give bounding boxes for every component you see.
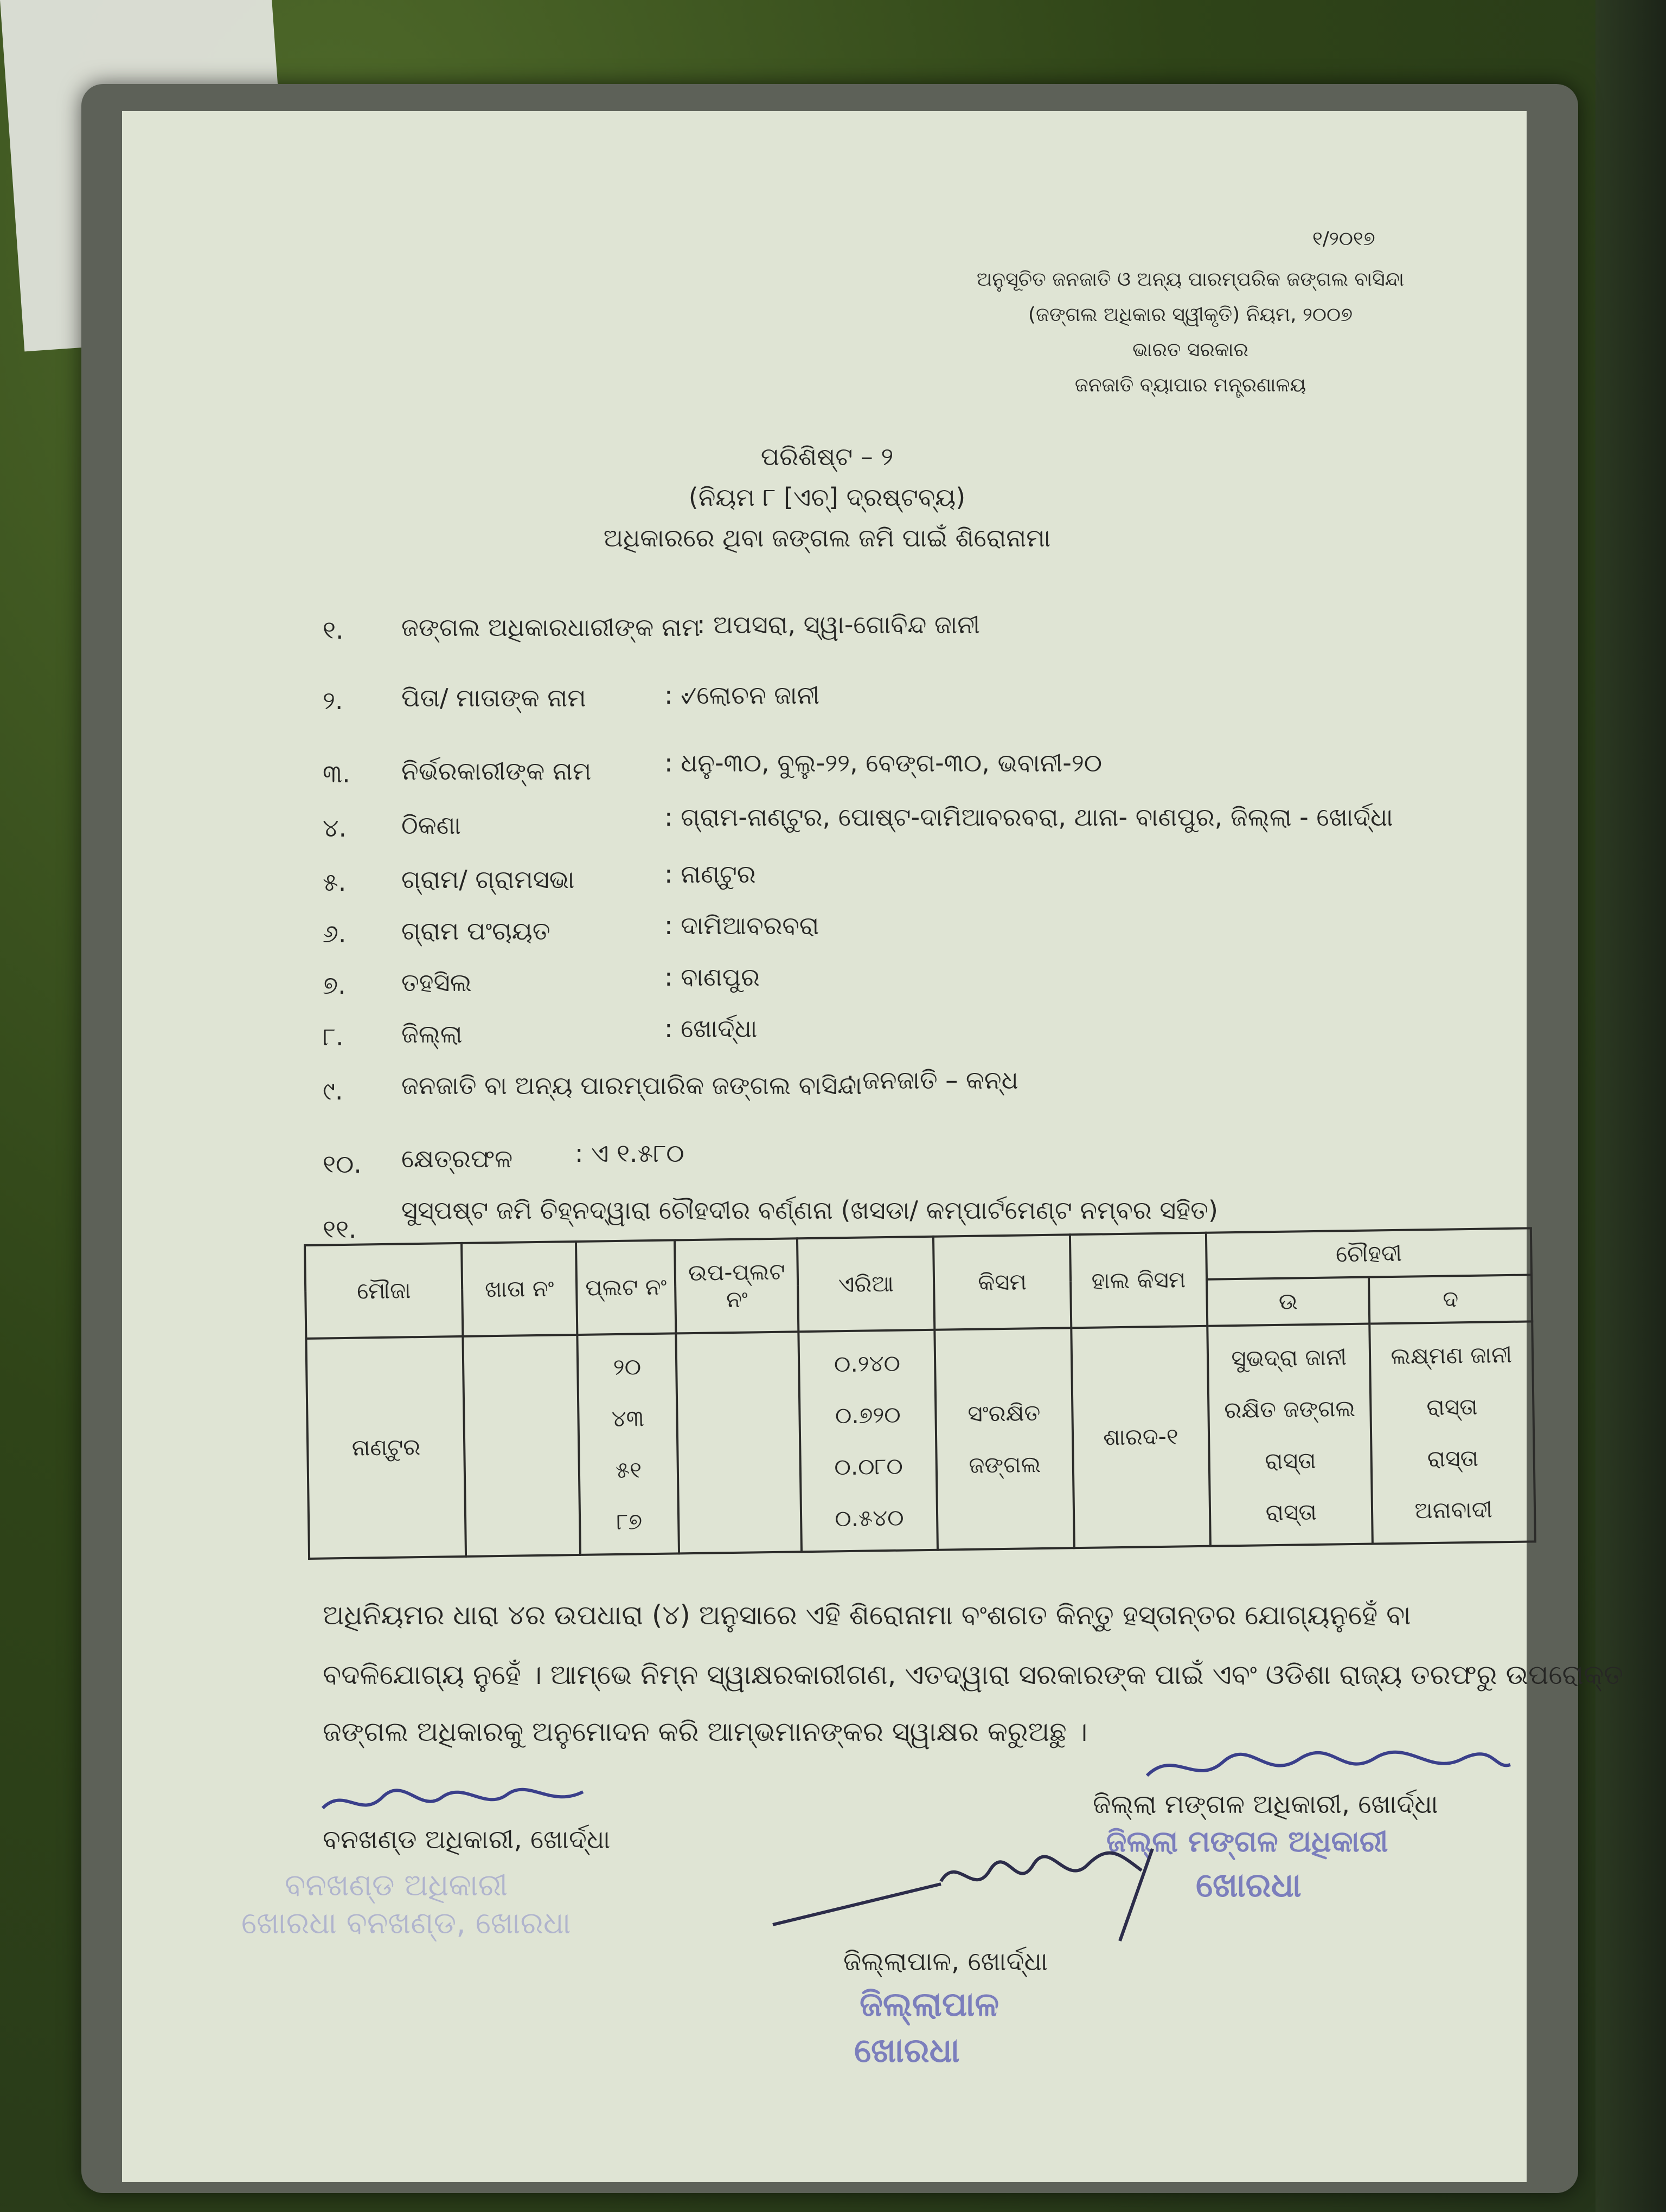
header-line-1: ଅନୁସୂଚିତ ଜନଜାତି ଓ ଅନ୍ୟ ପାରମ୍ପରିକ ଜଙ୍ଗଲ ବାସିନ୍ଦା xyxy=(976,268,1405,291)
area-label: କ୍ଷେତ୍ରଫଳ xyxy=(401,1144,513,1173)
col-d: ଦ xyxy=(1369,1275,1532,1323)
field-value: : ବାଣପୁର xyxy=(664,962,760,992)
welfare-officer-title: ଜିଲ୍ଲା ମଙ୍ଗଳ ଅଧିକାରୀ, ଖୋର୍ଦ୍ଧା xyxy=(1093,1789,1438,1819)
col-kisam: କିସମ xyxy=(933,1234,1071,1329)
cell-khata xyxy=(463,1335,580,1557)
collector-signature xyxy=(762,1832,1207,1952)
field-num: ୬. xyxy=(323,919,347,948)
d-value: ଅନାବାଦୀ xyxy=(1414,1496,1493,1524)
forest-officer-stamp-line-2: ଖୋରଧା ବନଖଣ୍ଡ, ଖୋରଧା xyxy=(241,1906,571,1941)
field-value: : ଧନୁ-୩୦, ବୁଲୁ-୨୨, ବେଙ୍ଗ-୩୦, ଭବାନୀ-୨୦ xyxy=(664,748,1103,777)
table-row xyxy=(306,1321,1535,1559)
area-value-cell: ୦.୫୪୦ xyxy=(834,1504,904,1532)
col-mouza: ମୌଜା xyxy=(305,1243,463,1339)
d-value: ଲକ୍ଷ୍ମଣ ଜାନୀ xyxy=(1391,1341,1513,1370)
field-value: : ଖୋର୍ଦ୍ଧା xyxy=(664,1014,758,1043)
declaration-line-2: ବଦଳିଯୋଗ୍ୟ ନୁହେଁ । ଆମ୍ଭେ ନିମ୍ନ ସ୍ୱାକ୍ଷରକାରୀଗଣ, ଏତଦ୍ୱାରା ସରକାରଙ୍କ ପାଇଁ ଏବଂ ଓଡିଶା ରାଜ୍ୟ ତରଫରୁ ଉପରୋକ୍ତ xyxy=(323,1659,1623,1690)
field-label: ଜିଲ୍ଲା xyxy=(401,1019,463,1049)
kisam-line: ଜଙ୍ଗଲ xyxy=(969,1451,1041,1478)
field-num: ୨. xyxy=(323,686,343,715)
field-label: ଗ୍ରାମ ପଂଚାୟତ xyxy=(401,916,550,946)
header-line-2: (ଜଙ୍ଗଲ ଅଧିକାର ସ୍ୱୀକୃତି) ନିୟମ, ୨୦୦୭ xyxy=(1028,304,1353,326)
plot-value: ୪୩ xyxy=(611,1405,645,1432)
field-value: : ଅପସରା, ସ୍ୱା-ଗୋବିନ୍ଦ ଜାନୀ xyxy=(697,610,980,639)
boundary-label: ସୁସ୍ପଷ୍ଟ ଜମି ଚିହ୍ନଦ୍ୱାରା ଚୌହଦୀର ବର୍ଣ୍ଣନା (ଖସଡା/ କମ୍ପାର୍ଟମେଣ୍ଟ ନମ୍ବର ସହିତ) xyxy=(401,1195,1218,1225)
field-num: ୫. xyxy=(323,867,347,897)
field-label: ଜନଜାତି ବା ଅନ୍ୟ ପାରମ୍ପାରିକ ଜଙ୍ଗଲ ବାସିନ୍ଦା xyxy=(401,1071,862,1100)
cell-mouza: ନାଣ୍ଟୁର xyxy=(306,1336,466,1559)
cell-plots xyxy=(577,1333,679,1555)
title-document xyxy=(122,111,1623,2182)
welfare-officer-signature xyxy=(1136,1743,1516,1792)
forest-officer-stamp-line-1: ବନଖଣ୍ଡ ଅଧିକାରୀ xyxy=(285,1868,508,1903)
plot-value: ୨୦ xyxy=(613,1353,642,1381)
u-value: ରାସ୍ତା xyxy=(1265,1498,1317,1526)
field-num: ୭. xyxy=(323,970,346,1000)
cell-subplot xyxy=(676,1332,802,1553)
header-line-4: ଜନଜାତି ବ୍ୟାପାର ମନ୍ତ୍ରଣାଳୟ xyxy=(1074,374,1306,396)
plot-value: ୮୭ xyxy=(616,1508,643,1535)
area-value: : ଏ ୧.୫୮୦ xyxy=(575,1139,684,1168)
cell-d xyxy=(1370,1321,1535,1544)
land-table xyxy=(304,1227,1536,1560)
u-value: ରାସ୍ତା xyxy=(1265,1446,1316,1475)
col-chouhadi: ଚୌହଦୀ xyxy=(1206,1228,1532,1279)
kisam-line: ସଂରକ୍ଷିତ xyxy=(967,1399,1041,1427)
area-num: ୧୦. xyxy=(323,1149,362,1179)
welfare-officer-stamp-line-1: ଜିଲ୍ଲା ମଙ୍ଗଳ ଅଧିକାରୀ xyxy=(1106,1824,1388,1859)
col-u: ଉ xyxy=(1207,1277,1369,1326)
cell-areas xyxy=(799,1330,938,1552)
u-value: ରକ୍ଷିତ ଜଙ୍ଗଲ xyxy=(1223,1394,1356,1424)
collector-title: ଜିଲ୍ଲାପାଳ, ଖୋର୍ଦ୍ଧା xyxy=(843,1946,1048,1977)
field-value: : ଗ୍ରାମ-ନାଣ୍ଟୁର, ପୋଷ୍ଟ-ଦାମିଆବରବରା, ଥାନା- ବାଣପୁର, ଜିଲ୍ଲା - ଖୋର୍ଦ୍ଧା xyxy=(664,802,1393,832)
declaration-line-1: ଅଧିନିୟମର ଧାରା ୪ର ଉପଧାରା (୪) ଅନୁସାରେ ଏହି ଶିରୋନାମା ବଂଶଗତ କିନ୍ତୁ ହସ୍ତାନ୍ତର ଯୋଗ୍ୟନୁହେଁ ବା xyxy=(323,1599,1411,1631)
field-value: : ଦାମିଆବରବରା xyxy=(664,911,819,940)
doc-number: ୧/୨୦୧୭ xyxy=(1312,228,1375,250)
field-label: ନିର୍ଭରକାରୀଙ୍କ ନାମ xyxy=(401,756,592,786)
field-value: : ୰ଲୋଚନ ଜାନୀ xyxy=(664,680,820,710)
area-value-cell: ୦.୭୨୦ xyxy=(835,1401,901,1429)
declaration-line-3: ଜଙ୍ଗଲ ଅଧିକାରକୁ ଅନୁମୋଦନ କରି ଆମ୍ଭମାନଙ୍କର ସ୍ୱାକ୍ଷର କରୁଅଛୁ । xyxy=(323,1716,1088,1747)
welfare-officer-stamp-line-2: ଖୋରଧା xyxy=(1196,1865,1302,1905)
field-num: ୩. xyxy=(323,759,350,788)
field-label: ପିତା/ ମାତାଙ୍କ ନାମ xyxy=(401,683,586,712)
field-num: ୧. xyxy=(323,615,344,645)
collector-stamp-line-1: ଜିଲ୍ଲାପାଳ xyxy=(860,1984,999,2024)
col-plot: ପ୍ଲଟ ନଂ xyxy=(576,1240,676,1335)
field-num: ୮. xyxy=(323,1022,344,1051)
field-label: ତହସିଲ xyxy=(401,968,472,997)
col-hal-kisam: ହାଲ କିସମ xyxy=(1069,1233,1207,1328)
forest-officer-title: ବନଖଣ୍ଡ ଅଧିକାରୀ, ଖୋର୍ଦ୍ଧା xyxy=(323,1824,611,1855)
area-value-cell: ୦.୨୪୦ xyxy=(834,1349,901,1378)
field-value: : ଜନଜାତି – କନ୍ଧ xyxy=(846,1065,1018,1095)
field-value: : ନାଣ୍ଟୁର xyxy=(664,859,756,889)
area-value-cell: ୦.୦୮୦ xyxy=(834,1452,904,1481)
background-person xyxy=(1595,0,1666,2212)
col-subplot: ଉପ-ପ୍ଲଟ ନଂ xyxy=(675,1238,798,1333)
field-label: ଗ୍ରାମ/ ଗ୍ରାମସଭା xyxy=(401,865,575,894)
cell-kisam xyxy=(935,1328,1074,1549)
col-khata: ଖାତା ନଂ xyxy=(462,1242,577,1336)
cell-u xyxy=(1207,1324,1373,1546)
col-area: ଏରିଆ xyxy=(797,1237,934,1332)
title-line-1: ପରିଶିଷ୍ଟ – ୨ xyxy=(760,442,894,471)
header-line-3: ଭାରତ ସରକାର xyxy=(1132,339,1248,361)
field-num: ୯. xyxy=(323,1076,343,1105)
d-value: ରାସ୍ତା xyxy=(1426,1393,1478,1421)
field-label: ଠିକଣା xyxy=(401,811,461,840)
field-label: ଜଙ୍ଗଲ ଅଧିକାରଧାରୀଙ୍କ ନାମ xyxy=(401,613,701,642)
title-line-2: (ନିୟମ ୮ [ଏଚ୍] ଦ୍ରଷ୍ଟବ୍ୟ) xyxy=(688,483,966,512)
field-num: ୪. xyxy=(323,813,347,843)
collector-stamp-line-2: ଖୋରଧା xyxy=(854,2030,960,2070)
boundary-num: ୧୧. xyxy=(323,1214,357,1244)
plot-value: ୫୧ xyxy=(615,1456,642,1484)
cell-hal-kisam: ଶାରଦ-୧ xyxy=(1071,1326,1210,1548)
title-line-3: ଅଧିକାରରେ ଥିବା ଜଙ୍ଗଲ ଜମି ପାଇଁ ଶିରୋନାମା xyxy=(603,523,1051,552)
forest-officer-signature xyxy=(312,1781,594,1824)
u-value: ସୁଭଦ୍ରା ଜାନୀ xyxy=(1231,1343,1347,1372)
d-value: ରାସ୍ତା xyxy=(1427,1444,1479,1472)
